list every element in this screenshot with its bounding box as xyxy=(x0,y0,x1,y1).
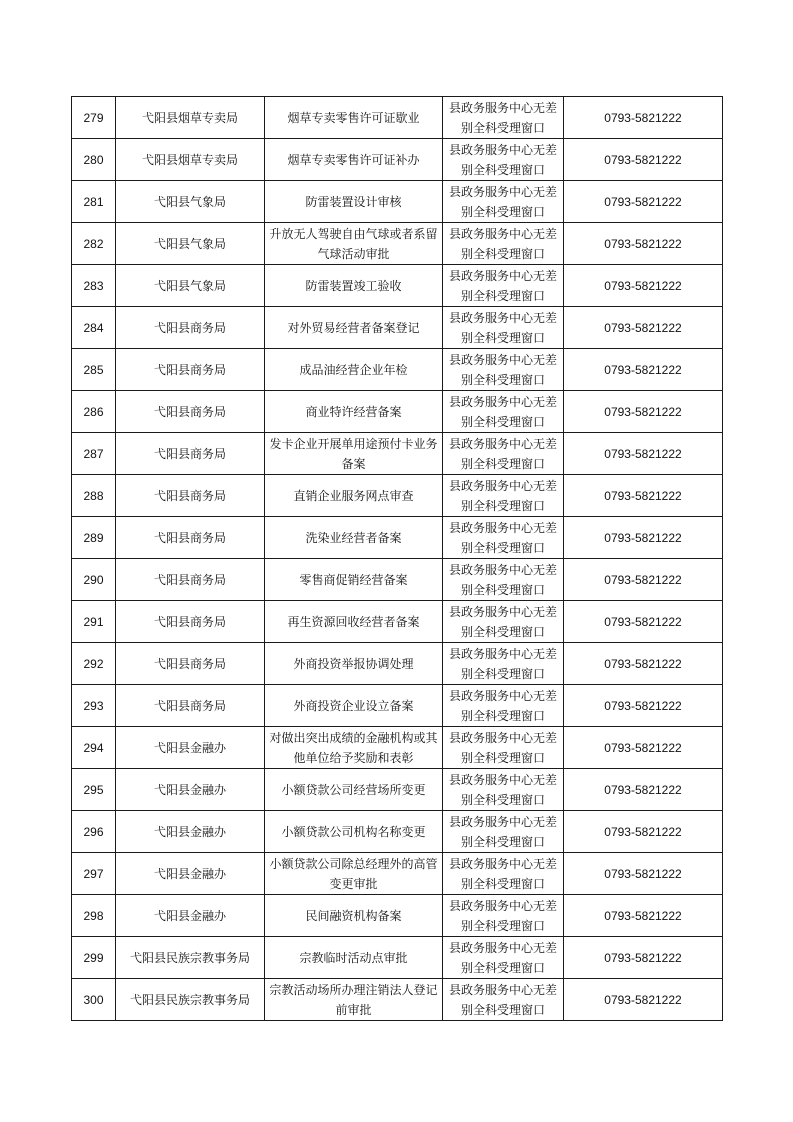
service-item-cell: 宗教活动场所办理注销法人登记前审批 xyxy=(265,979,443,1021)
department-cell: 弋阳县商务局 xyxy=(116,601,265,643)
table-row xyxy=(72,349,723,391)
service-items-table xyxy=(71,96,723,1021)
service-item-cell: 再生资源回收经营者备案 xyxy=(265,601,443,643)
department-cell: 弋阳县商务局 xyxy=(116,643,265,685)
service-window-cell: 县政务服务中心无差别全科受理窗口 xyxy=(443,727,564,769)
service-item-cell: 烟草专卖零售许可证歇业 xyxy=(265,97,443,139)
phone-cell: 0793-5821222 xyxy=(564,391,723,433)
phone-cell: 0793-5821222 xyxy=(564,895,723,937)
table-row xyxy=(72,769,723,811)
row-number-cell: 282 xyxy=(72,223,116,265)
phone-cell: 0793-5821222 xyxy=(564,685,723,727)
service-item-cell: 商业特许经营备案 xyxy=(265,391,443,433)
department-cell: 弋阳县商务局 xyxy=(116,433,265,475)
phone-cell: 0793-5821222 xyxy=(564,601,723,643)
phone-cell: 0793-5821222 xyxy=(564,769,723,811)
phone-cell: 0793-5821222 xyxy=(564,349,723,391)
department-cell: 弋阳县商务局 xyxy=(116,517,265,559)
service-item-cell: 零售商促销经营备案 xyxy=(265,559,443,601)
row-number-cell: 284 xyxy=(72,307,116,349)
department-cell: 弋阳县商务局 xyxy=(116,349,265,391)
service-window-cell: 县政务服务中心无差别全科受理窗口 xyxy=(443,181,564,223)
department-cell: 弋阳县金融办 xyxy=(116,727,265,769)
row-number-cell: 290 xyxy=(72,559,116,601)
table-row xyxy=(72,643,723,685)
phone-cell: 0793-5821222 xyxy=(564,139,723,181)
table-row xyxy=(72,937,723,979)
service-item-cell: 发卡企业开展单用途预付卡业务备案 xyxy=(265,433,443,475)
table-body xyxy=(72,97,723,1021)
table-row xyxy=(72,223,723,265)
service-item-cell: 烟草专卖零售许可证补办 xyxy=(265,139,443,181)
service-item-cell: 宗教临时活动点审批 xyxy=(265,937,443,979)
service-window-cell: 县政务服务中心无差别全科受理窗口 xyxy=(443,265,564,307)
service-window-cell: 县政务服务中心无差别全科受理窗口 xyxy=(443,559,564,601)
service-window-cell: 县政务服务中心无差别全科受理窗口 xyxy=(443,853,564,895)
service-item-cell: 外商投资企业设立备案 xyxy=(265,685,443,727)
row-number-cell: 288 xyxy=(72,475,116,517)
service-item-cell: 防雷装置竣工验收 xyxy=(265,265,443,307)
row-number-cell: 295 xyxy=(72,769,116,811)
department-cell: 弋阳县金融办 xyxy=(116,811,265,853)
department-cell: 弋阳县民族宗教事务局 xyxy=(116,937,265,979)
department-cell: 弋阳县烟草专卖局 xyxy=(116,139,265,181)
row-number-cell: 294 xyxy=(72,727,116,769)
table-row xyxy=(72,517,723,559)
service-window-cell: 县政务服务中心无差别全科受理窗口 xyxy=(443,223,564,265)
table-row xyxy=(72,601,723,643)
phone-cell: 0793-5821222 xyxy=(564,727,723,769)
service-item-cell: 直销企业服务网点审查 xyxy=(265,475,443,517)
row-number-cell: 298 xyxy=(72,895,116,937)
phone-cell: 0793-5821222 xyxy=(564,811,723,853)
phone-cell: 0793-5821222 xyxy=(564,307,723,349)
table-row xyxy=(72,307,723,349)
table-row xyxy=(72,391,723,433)
table-row xyxy=(72,475,723,517)
department-cell: 弋阳县商务局 xyxy=(116,685,265,727)
service-window-cell: 县政务服务中心无差别全科受理窗口 xyxy=(443,685,564,727)
row-number-cell: 287 xyxy=(72,433,116,475)
row-number-cell: 285 xyxy=(72,349,116,391)
table-row xyxy=(72,979,723,1021)
table-row xyxy=(72,559,723,601)
service-window-cell: 县政务服务中心无差别全科受理窗口 xyxy=(443,643,564,685)
department-cell: 弋阳县商务局 xyxy=(116,559,265,601)
phone-cell: 0793-5821222 xyxy=(564,181,723,223)
phone-cell: 0793-5821222 xyxy=(564,643,723,685)
service-item-cell: 小额贷款公司经营场所变更 xyxy=(265,769,443,811)
service-window-cell: 县政务服务中心无差别全科受理窗口 xyxy=(443,811,564,853)
department-cell: 弋阳县金融办 xyxy=(116,853,265,895)
service-item-cell: 洗染业经营者备案 xyxy=(265,517,443,559)
phone-cell: 0793-5821222 xyxy=(564,97,723,139)
service-window-cell: 县政务服务中心无差别全科受理窗口 xyxy=(443,349,564,391)
table-row xyxy=(72,685,723,727)
service-window-cell: 县政务服务中心无差别全科受理窗口 xyxy=(443,139,564,181)
department-cell: 弋阳县商务局 xyxy=(116,391,265,433)
service-window-cell: 县政务服务中心无差别全科受理窗口 xyxy=(443,979,564,1021)
department-cell: 弋阳县烟草专卖局 xyxy=(116,97,265,139)
department-cell: 弋阳县气象局 xyxy=(116,265,265,307)
service-window-cell: 县政务服务中心无差别全科受理窗口 xyxy=(443,769,564,811)
phone-cell: 0793-5821222 xyxy=(564,559,723,601)
table-row xyxy=(72,811,723,853)
phone-cell: 0793-5821222 xyxy=(564,433,723,475)
table-row xyxy=(72,433,723,475)
phone-cell: 0793-5821222 xyxy=(564,475,723,517)
service-window-cell: 县政务服务中心无差别全科受理窗口 xyxy=(443,433,564,475)
phone-cell: 0793-5821222 xyxy=(564,265,723,307)
phone-cell: 0793-5821222 xyxy=(564,517,723,559)
service-window-cell: 县政务服务中心无差别全科受理窗口 xyxy=(443,391,564,433)
table-row xyxy=(72,895,723,937)
service-item-cell: 对做出突出成绩的金融机构或其他单位给予奖励和表彰 xyxy=(265,727,443,769)
department-cell: 弋阳县商务局 xyxy=(116,307,265,349)
row-number-cell: 296 xyxy=(72,811,116,853)
row-number-cell: 280 xyxy=(72,139,116,181)
phone-cell: 0793-5821222 xyxy=(564,979,723,1021)
table-row xyxy=(72,853,723,895)
row-number-cell: 300 xyxy=(72,979,116,1021)
row-number-cell: 279 xyxy=(72,97,116,139)
table-row xyxy=(72,139,723,181)
phone-cell: 0793-5821222 xyxy=(564,853,723,895)
row-number-cell: 289 xyxy=(72,517,116,559)
service-item-cell: 小额贷款公司机构名称变更 xyxy=(265,811,443,853)
service-window-cell: 县政务服务中心无差别全科受理窗口 xyxy=(443,97,564,139)
row-number-cell: 299 xyxy=(72,937,116,979)
service-window-cell: 县政务服务中心无差别全科受理窗口 xyxy=(443,601,564,643)
row-number-cell: 283 xyxy=(72,265,116,307)
service-window-cell: 县政务服务中心无差别全科受理窗口 xyxy=(443,475,564,517)
service-window-cell: 县政务服务中心无差别全科受理窗口 xyxy=(443,517,564,559)
phone-cell: 0793-5821222 xyxy=(564,937,723,979)
table-row xyxy=(72,181,723,223)
row-number-cell: 297 xyxy=(72,853,116,895)
service-window-cell: 县政务服务中心无差别全科受理窗口 xyxy=(443,307,564,349)
department-cell: 弋阳县民族宗教事务局 xyxy=(116,979,265,1021)
row-number-cell: 293 xyxy=(72,685,116,727)
department-cell: 弋阳县金融办 xyxy=(116,895,265,937)
service-item-cell: 外商投资举报协调处理 xyxy=(265,643,443,685)
service-window-cell: 县政务服务中心无差别全科受理窗口 xyxy=(443,937,564,979)
service-item-cell: 民间融资机构备案 xyxy=(265,895,443,937)
department-cell: 弋阳县气象局 xyxy=(116,181,265,223)
table-row xyxy=(72,97,723,139)
service-item-cell: 成品油经营企业年检 xyxy=(265,349,443,391)
row-number-cell: 286 xyxy=(72,391,116,433)
table-row xyxy=(72,727,723,769)
department-cell: 弋阳县商务局 xyxy=(116,475,265,517)
row-number-cell: 292 xyxy=(72,643,116,685)
service-item-cell: 小额贷款公司除总经理外的高管变更审批 xyxy=(265,853,443,895)
service-window-cell: 县政务服务中心无差别全科受理窗口 xyxy=(443,895,564,937)
department-cell: 弋阳县气象局 xyxy=(116,223,265,265)
row-number-cell: 291 xyxy=(72,601,116,643)
service-item-cell: 升放无人驾驶自由气球或者系留气球活动审批 xyxy=(265,223,443,265)
table-row xyxy=(72,265,723,307)
service-item-cell: 防雷装置设计审核 xyxy=(265,181,443,223)
service-item-cell: 对外贸易经营者备案登记 xyxy=(265,307,443,349)
department-cell: 弋阳县金融办 xyxy=(116,769,265,811)
phone-cell: 0793-5821222 xyxy=(564,223,723,265)
row-number-cell: 281 xyxy=(72,181,116,223)
